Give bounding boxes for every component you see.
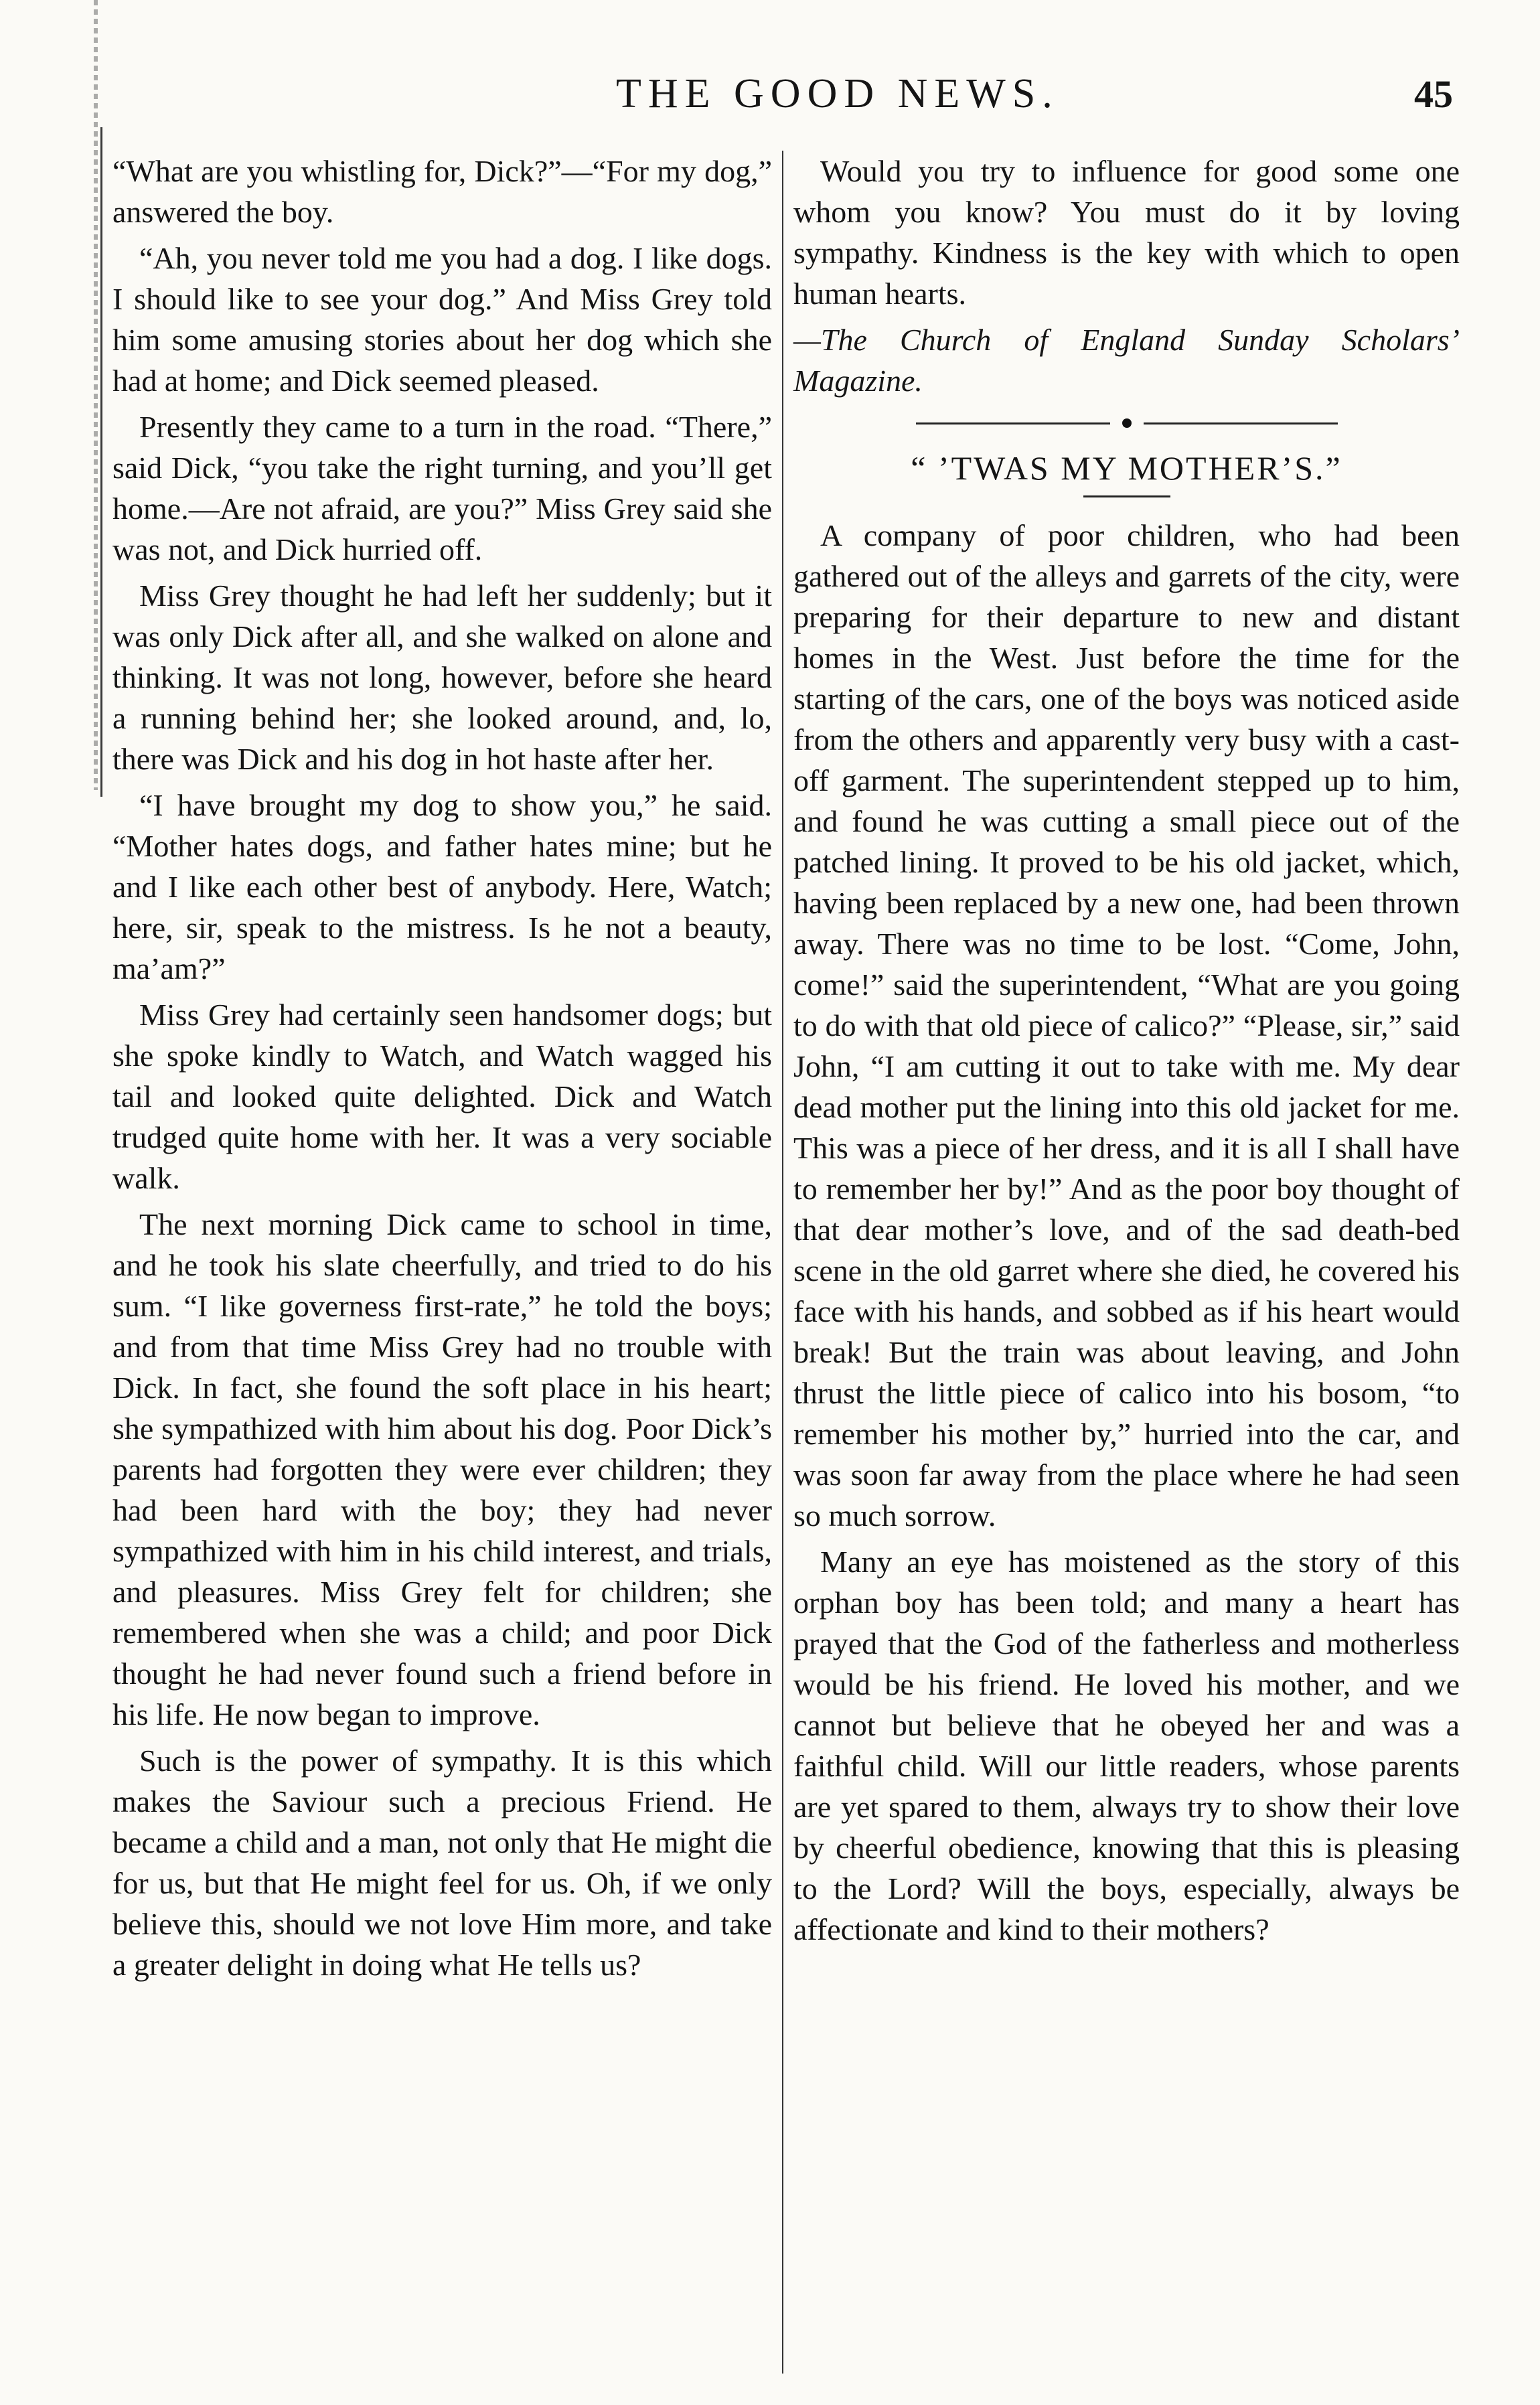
- left-paragraph-6: Miss Grey had certainly seen handsomer dogs; but she spoke kindly to Watch, and Watch wagged his tail and looked quite delighted. Dick and Watch trudged quite home with her. It was a very sociable walk.: [112, 998, 772, 1195]
- article-heading: “ ’TWAS MY MOTHER’S.”: [911, 449, 1342, 487]
- left-paragraph-4: Miss Grey thought he had left her suddenly; but it was only Dick after all, and she walked on alone and thinking. It was not long, however, before she heard a running behind her; she looked around, and, lo, there was Dick and his dog in hot haste after her.: [112, 578, 772, 776]
- section-separator: [793, 413, 1460, 433]
- left-margin-rule: [100, 127, 102, 797]
- column-divider: [782, 151, 783, 2374]
- separator-rule-left: [916, 422, 1110, 424]
- right-intro-paragraph: Would you try to influence for good some one whom you know? You must do it by loving sympathy. Kindness is the key with which to open human hearts.: [793, 154, 1460, 311]
- left-column: [112, 151, 772, 1985]
- separator-dot: [1122, 418, 1132, 428]
- left-paragraph-8: Such is the power of sympathy. It is this which makes the Saviour such a precious Friend. He became a child and a man, not only that He might die for us, but that He might feel for us. Oh, if we only believe this, should we not love Him more, and take a greater delight in doing what He tells us?: [112, 1743, 772, 1982]
- left-paragraph-3: Presently they came to a turn in the road. “There,” said Dick, “you take the right turning, and you’ll get home.—Are not afraid, are you?” Miss Grey said she was not, and Dick hurried off.: [112, 410, 772, 566]
- page-number: 45: [1414, 72, 1453, 116]
- source-citation: —The Church of England Sunday Scholars’ Magazine.: [793, 323, 1460, 398]
- page-header: [114, 70, 1453, 131]
- right-paragraph-1: A company of poor children, who had been gathered out of the alleys and garrets of the city, were preparing for their departure to new and distant homes in the West. Just before the time for the starting of the cars, one of the boys was noticed aside from the others and apparently very busy with a cast-off garment. The superintendent stepped up to him, and found he was cutting a small piece out of the patched lining. It proved to be his old jacket, which, having been replaced by a new one, had been thrown away. There was no time to be lost. “Come, John, come!” said the superintendent, “What are you going to do with that old piece of calico?” “Please, sir,” said John, “I am cutting it out to take with me. My dear dead mother put the lining into this old jacket for me. This was a piece of her dress, and it is all I shall have to remember her by!” And as the poor boy thought of that dear mother’s love, and of the sad death-bed scene in the old garret where she died, he covered his face with his hands, and sobbed as if his heart would break! But the train was about leaving, and John thrust the little piece of calico into his bosom, “to remember his mother by,” hurried into the car, and was soon far away from the place where he had seen so much sorrow.: [793, 518, 1460, 1533]
- left-paragraph-5: “I have brought my dog to show you,” he said. “Mother hates dogs, and father hates mine; but he and I like each other best of anybody. Here, Watch; here, sir, speak to the mistress. Is he not a beauty, ma’am?”: [112, 788, 772, 986]
- left-paragraph-7: The next morning Dick came to school in time, and he took his slate cheerfully, and tried to do his sum. “I like governess first-rate,” he told the boys; and from that time Miss Grey had no trouble with Dick. In fact, she found the soft place in his heart; she sympathized with him about his dog. Poor Dick’s parents had forgotten they were ever children; they had been hard with the boy; they had never sympathized with him in his child interest, and trials, and pleasures. Miss Grey felt for children; she remembered when she was a child; and poor Dick thought he had never found such a friend before in his life. He now began to improve.: [112, 1207, 772, 1731]
- left-paragraph-1: “What are you whistling for, Dick?”—“For my dog,” answered the boy.: [112, 154, 772, 229]
- heading-underline: [1083, 495, 1170, 497]
- left-paragraph-2: “Ah, you never told me you had a dog. I like dogs. I should like to see your dog.” And Miss Grey told him some amusing stories about her dog which she had at home; and Dick seemed pleased.: [112, 241, 772, 398]
- binding-edge: [94, 0, 98, 790]
- publication-title: THE GOOD NEWS.: [616, 71, 1059, 117]
- separator-rule-right: [1144, 422, 1338, 424]
- right-column: [793, 151, 1460, 1950]
- right-paragraph-2: Many an eye has moistened as the story of this orphan boy has been told; and many a heart has prayed that the God of the fatherless and motherless would be his friend. He loved his mother, and we cannot but believe that he obeyed her and was a faithful child. Will our little readers, whose parents are yet spared to them, always try to show their love by cheerful obedience, knowing that this is pleasing to the Lord? Will the boys, especially, always be affectionate and kind to their mothers?: [793, 1545, 1460, 1946]
